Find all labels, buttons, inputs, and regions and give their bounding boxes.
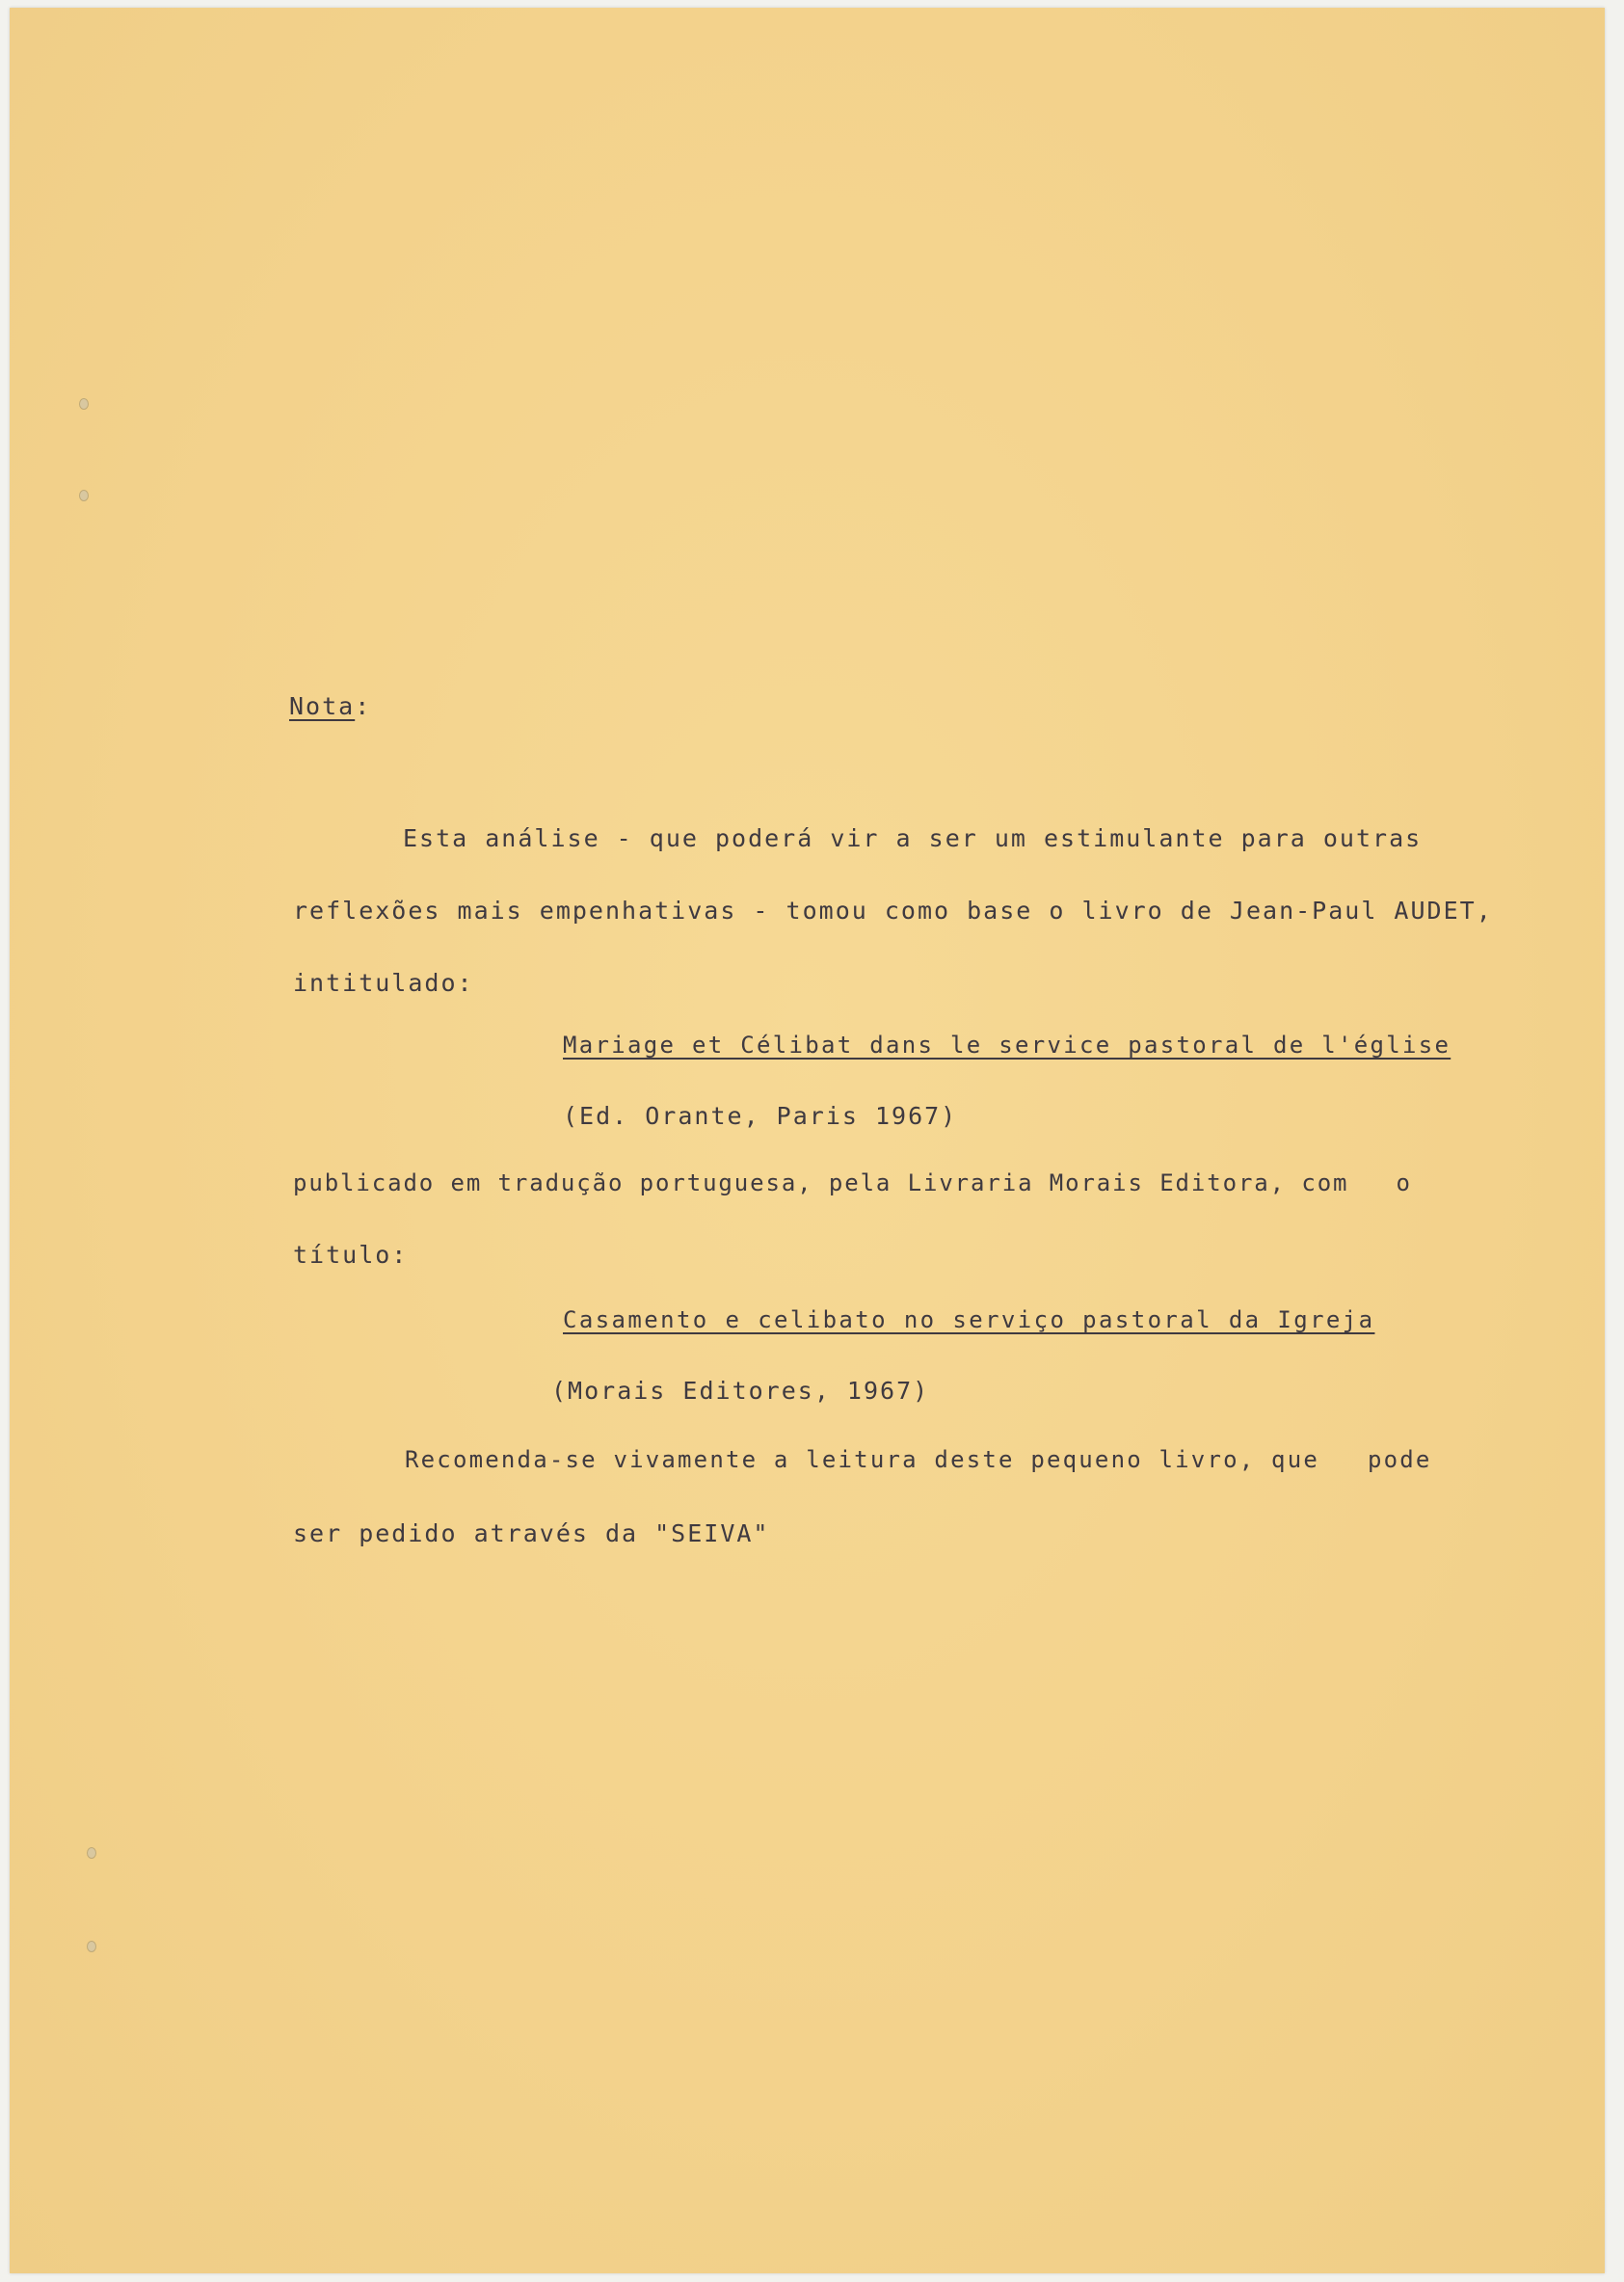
paragraph2-line1: publicado em tradução portuguesa, pela Livraria Morais Editora, com o bbox=[293, 1169, 1412, 1196]
translation-book-title: Casamento e celibato no serviço pastoral da Igreja bbox=[563, 1306, 1375, 1333]
paragraph2-line2: título: bbox=[293, 1241, 409, 1269]
translation-book-edition: (Morais Editores, 1967) bbox=[551, 1377, 930, 1405]
paragraph1-line2: reflexões mais empenhativas - tomou como base o livro de Jean-Paul AUDET, bbox=[293, 897, 1493, 925]
punch-hole bbox=[87, 1847, 96, 1859]
punch-hole bbox=[79, 490, 89, 501]
note-heading: Nota bbox=[289, 692, 356, 720]
paragraph1-line1: Esta análise - que poderá vir a ser um estimulante para outras bbox=[403, 824, 1423, 852]
paragraph3-line1: Recomenda-se vivamente a leitura deste pequeno livro, que pode bbox=[405, 1446, 1432, 1473]
punch-hole bbox=[87, 1941, 96, 1952]
note-heading-line bbox=[289, 692, 371, 720]
punch-hole bbox=[79, 398, 89, 410]
note-heading-colon: : bbox=[355, 692, 372, 720]
original-book-title: Mariage et Célibat dans le service pastoral de l'église bbox=[563, 1032, 1451, 1059]
original-book-edition: (Ed. Orante, Paris 1967) bbox=[563, 1102, 958, 1130]
paragraph3-line2: ser pedido através da "SEIVA" bbox=[293, 1519, 770, 1547]
paragraph1-line3: intitulado: bbox=[293, 969, 474, 997]
document-page bbox=[10, 8, 1605, 2273]
